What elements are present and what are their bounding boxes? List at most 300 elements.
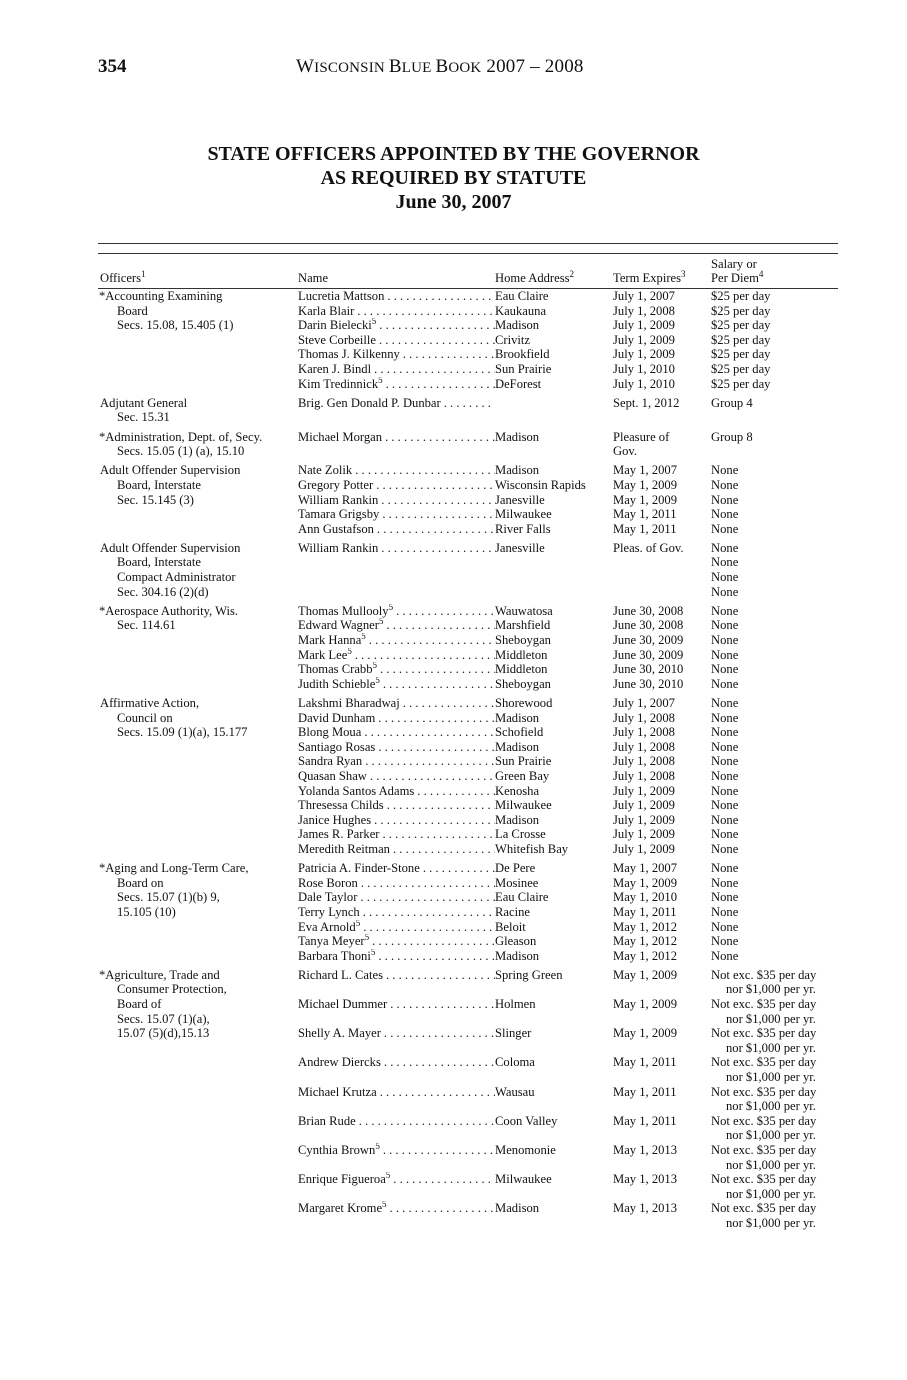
home-address: De Pere xyxy=(495,861,536,876)
home-address: Green Bay xyxy=(495,768,550,783)
office-title: *Aging and Long-Term Care, xyxy=(99,861,249,876)
col-salary-line2: Per Diem xyxy=(711,271,759,286)
home-address: Brookfield xyxy=(495,347,550,362)
salary-cell xyxy=(711,934,840,949)
salary: None xyxy=(711,662,739,677)
member-list xyxy=(298,289,840,391)
home-address: Shorewood xyxy=(495,696,553,710)
salary: None xyxy=(711,827,739,842)
member-name: Ann Gustafson xyxy=(298,521,374,536)
member-name-cell xyxy=(298,677,495,692)
table-row xyxy=(298,333,840,348)
title-line-1: STATE OFFICERS APPOINTED BY THE GOVERNOR xyxy=(207,143,700,165)
office-line: Compact Administrator xyxy=(117,570,236,585)
table-row xyxy=(298,522,840,537)
term-expires: May 1, 2011 xyxy=(613,1084,677,1099)
salary: None xyxy=(711,492,739,507)
member-name-wrap xyxy=(298,541,381,556)
dot-leader xyxy=(379,318,495,333)
footnote-mark: 5 xyxy=(375,1143,380,1151)
dot-leader xyxy=(379,333,495,348)
home-address: Middleton xyxy=(495,647,548,662)
dot-leader xyxy=(381,541,495,556)
salary: None xyxy=(711,812,739,827)
member-name-cell xyxy=(298,842,495,857)
dot-leader xyxy=(386,377,495,392)
table-row xyxy=(298,949,840,964)
member-name-wrap xyxy=(298,949,378,964)
member-name-wrap xyxy=(298,711,378,726)
home-address: DeForest xyxy=(495,376,542,391)
term-expires: May 1, 2011 xyxy=(613,1113,677,1128)
office-line: Sec. 15.145 (3) xyxy=(117,492,194,507)
member-name: Sandra Ryan xyxy=(298,754,363,769)
salary: None xyxy=(711,507,739,522)
member-name-cell xyxy=(298,968,495,997)
office-group xyxy=(100,430,838,459)
col-salary-line1: Salary or xyxy=(711,256,757,271)
salary: Not exc. $35 per day xyxy=(711,1172,817,1187)
office-line: 15.105 (10) xyxy=(117,904,176,919)
member-name-wrap xyxy=(298,1201,390,1230)
member-name-cell xyxy=(298,920,495,935)
table-row xyxy=(298,813,840,828)
member-name: Santiago Rosas xyxy=(298,739,376,754)
salary-cell xyxy=(711,890,840,905)
salary-cell xyxy=(711,396,840,411)
home-address: Eau Claire xyxy=(495,890,549,905)
home-address: Madison xyxy=(495,1201,540,1216)
salary: None xyxy=(711,570,739,585)
home-address: Beloit xyxy=(495,919,526,934)
dot-leader xyxy=(384,1026,495,1055)
col-officers xyxy=(100,271,146,286)
member-name-wrap xyxy=(298,934,372,949)
term-expires: May 1, 2011 xyxy=(613,904,677,919)
member-list xyxy=(298,861,840,963)
member-name-cell xyxy=(298,1114,495,1143)
term-expires: July 1, 2009 xyxy=(613,827,675,842)
salary: None xyxy=(711,861,739,876)
member-name-cell xyxy=(298,784,495,799)
salary: $25 per day xyxy=(711,361,771,376)
home-address: Madison xyxy=(495,463,540,478)
table-row xyxy=(298,827,840,842)
table-row xyxy=(298,934,840,949)
member-name: Richard L. Cates xyxy=(298,967,383,982)
salary-cell xyxy=(711,769,840,784)
table-row xyxy=(298,604,840,619)
home-address: Gleason xyxy=(495,934,537,949)
salary: None xyxy=(711,934,739,949)
salary: None xyxy=(711,633,739,648)
page-title xyxy=(0,142,907,214)
member-name: Rose Boron xyxy=(298,875,358,890)
term-expires: July 1, 2008 xyxy=(613,754,675,769)
dot-leader xyxy=(361,876,495,891)
table-row xyxy=(298,444,840,459)
member-name-cell xyxy=(298,633,495,648)
term-expires: May 1, 2012 xyxy=(613,934,678,949)
salary: None xyxy=(711,948,739,963)
home-address: Marshfield xyxy=(495,618,551,633)
office-line: Sec. 15.31 xyxy=(117,410,170,425)
footnote-mark: 5 xyxy=(371,318,377,326)
office-group xyxy=(100,289,838,391)
term-expires: May 1, 2012 xyxy=(613,948,678,963)
term-expires: June 30, 2008 xyxy=(613,603,684,618)
table-row xyxy=(298,677,840,692)
office-title: *Administration, Dept. of, Secy. xyxy=(99,429,263,444)
salary-cell xyxy=(711,949,840,964)
member-name-wrap xyxy=(298,333,379,348)
salary-cell xyxy=(711,754,840,769)
home-address xyxy=(495,555,613,570)
salary: None xyxy=(711,768,739,783)
table-row xyxy=(298,696,840,711)
term-expires: Pleasure of xyxy=(613,429,670,444)
member-name: Tanya Meyer xyxy=(298,934,365,949)
home-address: Schofield xyxy=(495,725,544,740)
footnote-mark: 5 xyxy=(372,662,377,671)
member-name-wrap xyxy=(298,876,361,891)
table-row xyxy=(298,997,840,1026)
office-line: Board, Interstate xyxy=(117,477,201,492)
dot-leader xyxy=(374,362,495,377)
office-group xyxy=(100,861,838,963)
office-line: Council on xyxy=(117,710,173,725)
home-address xyxy=(495,444,613,459)
office-title: *Aerospace Authority, Wis. xyxy=(99,603,239,618)
salary: None xyxy=(711,584,739,599)
member-list xyxy=(298,463,840,536)
member-name: William Rankin xyxy=(298,492,379,507)
term-expires: May 1, 2009 xyxy=(613,477,678,492)
term-expires: May 1, 2009 xyxy=(613,997,678,1012)
salary-cell xyxy=(711,861,840,876)
member-name-cell xyxy=(298,725,495,740)
member-name: Janice Hughes xyxy=(298,812,372,827)
dot-leader xyxy=(385,430,495,445)
dot-leader xyxy=(403,347,495,362)
office-cell xyxy=(100,968,298,1231)
salary: Not exc. $35 per day xyxy=(711,1143,817,1157)
dot-leader xyxy=(380,662,495,677)
table-row xyxy=(298,1201,840,1230)
member-name: James R. Parker xyxy=(298,827,380,842)
salary-cell xyxy=(711,289,840,304)
term-expires: May 1, 2011 xyxy=(613,1055,677,1070)
term-expires: May 1, 2010 xyxy=(613,890,678,905)
salary-cell xyxy=(711,1055,840,1084)
salary: Group 8 xyxy=(711,429,753,444)
office-line: Secs. 15.07 (1)(a), xyxy=(117,1011,210,1026)
member-name-wrap xyxy=(298,318,379,333)
salary: None xyxy=(711,618,739,633)
running-head-part: LUE xyxy=(401,60,436,76)
member-name-wrap xyxy=(298,827,383,842)
col-salary xyxy=(711,257,763,286)
member-name-wrap xyxy=(298,662,380,677)
table-row xyxy=(298,493,840,508)
table-row xyxy=(298,430,840,445)
salary: $25 per day xyxy=(711,318,771,333)
footnote-mark: 5 xyxy=(364,934,370,942)
home-address: Whitefish Bay xyxy=(495,841,569,856)
term-expires: May 1, 2009 xyxy=(613,1026,678,1041)
table-row xyxy=(298,289,840,304)
title-line-2: AS REQUIRED BY STATUTE xyxy=(320,167,587,189)
table-row xyxy=(298,905,840,920)
member-name: Cynthia Brown xyxy=(298,1143,376,1157)
office-cell xyxy=(100,289,298,391)
member-name-cell xyxy=(298,934,495,949)
footnote-mark: 3 xyxy=(681,269,686,280)
member-name: Gregory Potter xyxy=(298,477,374,492)
office-line: Sec. 114.61 xyxy=(117,618,176,633)
member-name: David Dunham xyxy=(298,710,376,725)
dot-leader xyxy=(378,711,495,726)
dot-leader xyxy=(365,754,495,769)
term-expires: July 1, 2009 xyxy=(613,318,675,333)
member-name: Michael Krutza xyxy=(298,1084,377,1099)
salary: Not exc. $35 per day xyxy=(711,997,817,1012)
member-name-cell xyxy=(298,1172,495,1201)
home-address: Crivitz xyxy=(495,332,530,347)
member-name-cell xyxy=(298,478,495,493)
member-name: Barbara Thoni xyxy=(298,948,371,963)
member-name-cell xyxy=(298,798,495,813)
salary: None xyxy=(711,904,739,919)
running-head xyxy=(296,56,584,78)
salary-cell xyxy=(711,347,840,362)
salary: None xyxy=(711,477,739,492)
salary: Group 4 xyxy=(711,395,753,410)
home-address: Milwaukee xyxy=(495,507,552,522)
member-name-cell xyxy=(298,861,495,876)
dot-leader xyxy=(383,1143,495,1172)
office-cell xyxy=(100,396,298,425)
member-list xyxy=(298,430,840,459)
term-expires: May 1, 2013 xyxy=(613,1143,678,1157)
home-address: Racine xyxy=(495,904,530,919)
member-name-wrap xyxy=(298,1055,384,1084)
member-name-wrap xyxy=(298,633,369,648)
home-address: Madison xyxy=(495,739,540,754)
table-row xyxy=(298,1085,840,1114)
term-expires: July 1, 2010 xyxy=(613,361,675,376)
term-expires: July 1, 2009 xyxy=(613,332,675,347)
salary: Not exc. $35 per day xyxy=(711,1084,817,1099)
home-address: Madison xyxy=(495,429,540,444)
salary: None xyxy=(711,540,739,555)
member-name-cell xyxy=(298,304,495,319)
dot-leader xyxy=(377,522,495,537)
table-row xyxy=(298,478,840,493)
table-row xyxy=(298,618,840,633)
member-name-wrap xyxy=(298,604,396,619)
salary: Not exc. $35 per day xyxy=(711,967,817,982)
dot-leader xyxy=(355,648,495,663)
salary-cell xyxy=(711,662,840,677)
table-row xyxy=(298,633,840,648)
member-list xyxy=(298,696,840,857)
salary-cap: nor $1,000 per yr. xyxy=(726,1215,816,1230)
salary-cap: nor $1,000 per yr. xyxy=(726,1128,816,1143)
salary-cell xyxy=(711,618,840,633)
home-address: Wisconsin Rapids xyxy=(495,477,586,492)
member-name-wrap xyxy=(298,1026,384,1055)
home-address: Spring Green xyxy=(495,967,563,982)
salary-cap: nor $1,000 per yr. xyxy=(726,1070,816,1085)
term-expires: Pleas. of Gov. xyxy=(613,540,684,555)
running-head-years: 2007 – 2008 xyxy=(481,56,584,77)
salary-cell xyxy=(711,798,840,813)
salary-cell xyxy=(711,784,840,799)
office-line: Board of xyxy=(117,997,162,1012)
term-expires: July 1, 2009 xyxy=(613,347,675,362)
dot-leader xyxy=(363,920,495,935)
term-expires: May 1, 2013 xyxy=(613,1201,678,1216)
col-officers-label: Officers xyxy=(100,271,142,286)
member-list xyxy=(298,604,840,692)
member-name-wrap xyxy=(298,677,383,692)
term-expires: July 1, 2010 xyxy=(613,376,675,391)
salary-cap: nor $1,000 per yr. xyxy=(726,1157,816,1172)
member-name-cell xyxy=(298,396,495,411)
table-row xyxy=(298,555,840,570)
term-expires xyxy=(613,585,711,600)
salary-cell xyxy=(711,493,840,508)
term-expires: May 1, 2009 xyxy=(613,967,678,982)
salary-cell xyxy=(711,677,840,692)
office-title: Adult Offender Supervision xyxy=(100,540,241,555)
office-cell xyxy=(100,696,298,857)
dot-leader xyxy=(387,798,495,813)
member-name-wrap xyxy=(298,396,444,411)
member-name-wrap xyxy=(298,304,357,319)
member-name-wrap xyxy=(298,377,386,392)
home-address: Kenosha xyxy=(495,783,540,798)
salary-cell xyxy=(711,507,840,522)
office-title: Adjutant General xyxy=(100,395,188,410)
member-name-wrap xyxy=(298,1085,380,1114)
member-name: Steve Corbeille xyxy=(298,332,376,347)
dot-leader xyxy=(359,1114,495,1143)
footnote-mark: 5 xyxy=(375,676,380,685)
table-row xyxy=(298,396,840,411)
salary: None xyxy=(711,875,739,890)
term-expires: May 1, 2007 xyxy=(613,463,678,478)
salary-cell xyxy=(711,555,840,570)
member-name-cell xyxy=(298,997,495,1026)
member-name-cell xyxy=(298,711,495,726)
member-name-cell xyxy=(298,905,495,920)
footnote-mark: 5 xyxy=(378,618,384,627)
salary-cell xyxy=(711,725,840,740)
member-name-cell xyxy=(298,1201,495,1230)
footnote-mark: 5 xyxy=(355,919,361,928)
table-row xyxy=(298,740,840,755)
home-address: Sun Prairie xyxy=(495,754,552,769)
salary: None xyxy=(711,647,739,662)
table-row xyxy=(298,1026,840,1055)
footnote-mark: 1 xyxy=(141,269,146,280)
member-name-wrap xyxy=(298,362,374,377)
member-name-wrap xyxy=(298,769,370,784)
office-line: Secs. 15.09 (1)(a), 15.177 xyxy=(117,725,248,740)
salary: Not exc. $35 per day xyxy=(711,1055,817,1070)
member-name-cell xyxy=(298,347,495,362)
member-name-wrap xyxy=(298,920,363,935)
office-cell xyxy=(100,861,298,963)
member-name: Margaret Krome xyxy=(298,1201,383,1216)
dot-leader xyxy=(378,949,495,964)
dot-leader xyxy=(364,725,495,740)
home-address: Coloma xyxy=(495,1055,535,1070)
footnote-mark: 5 xyxy=(361,633,366,641)
term-expires: July 1, 2008 xyxy=(613,739,675,754)
dot-leader xyxy=(393,1172,495,1201)
office-cell xyxy=(100,463,298,536)
office-group xyxy=(100,604,838,692)
dot-leader xyxy=(363,905,495,920)
member-name-wrap xyxy=(298,740,378,755)
member-name-cell xyxy=(298,444,495,459)
table-row xyxy=(298,570,840,585)
member-name: Karla Blair xyxy=(298,303,355,318)
dot-leader xyxy=(355,463,495,478)
salary-cell xyxy=(711,362,840,377)
home-address: Coon Valley xyxy=(495,1113,558,1128)
member-name-cell xyxy=(298,890,495,905)
salary-cell xyxy=(711,696,840,711)
term-expires: June 30, 2009 xyxy=(613,647,684,662)
member-name: Meredith Reitman xyxy=(298,841,390,856)
term-expires: July 1, 2008 xyxy=(613,725,675,740)
dot-leader xyxy=(393,842,495,857)
term-expires: July 1, 2007 xyxy=(613,289,675,303)
salary-cell xyxy=(711,968,840,997)
dot-leader xyxy=(374,813,495,828)
dot-leader xyxy=(396,604,495,619)
footnote-mark: 4 xyxy=(758,269,764,280)
table-row xyxy=(298,507,840,522)
home-address: Madison xyxy=(495,710,540,725)
member-name: Darin Bielecki xyxy=(298,318,372,333)
member-name-wrap xyxy=(298,1143,383,1172)
member-name: Mark Lee xyxy=(298,647,348,662)
salary: Not exc. $35 per day xyxy=(711,1026,817,1041)
dot-leader xyxy=(376,478,495,493)
dot-leader xyxy=(383,827,496,842)
member-name: Karen J. Bindl xyxy=(298,361,372,376)
member-name-cell xyxy=(298,585,495,600)
member-name-cell xyxy=(298,318,495,333)
col-home xyxy=(495,271,574,286)
table-row xyxy=(298,1172,840,1201)
member-name: Terry Lynch xyxy=(298,904,360,919)
dot-leader xyxy=(370,769,495,784)
member-name: Mark Hanna xyxy=(298,633,362,648)
office-title: *Agriculture, Trade and xyxy=(99,967,220,982)
home-address: Wausau xyxy=(495,1084,535,1099)
term-expires: June 30, 2010 xyxy=(613,676,684,691)
table-body xyxy=(98,289,838,1231)
dot-leader xyxy=(360,890,495,905)
office-cell xyxy=(100,541,298,599)
term-expires: July 1, 2009 xyxy=(613,812,675,827)
